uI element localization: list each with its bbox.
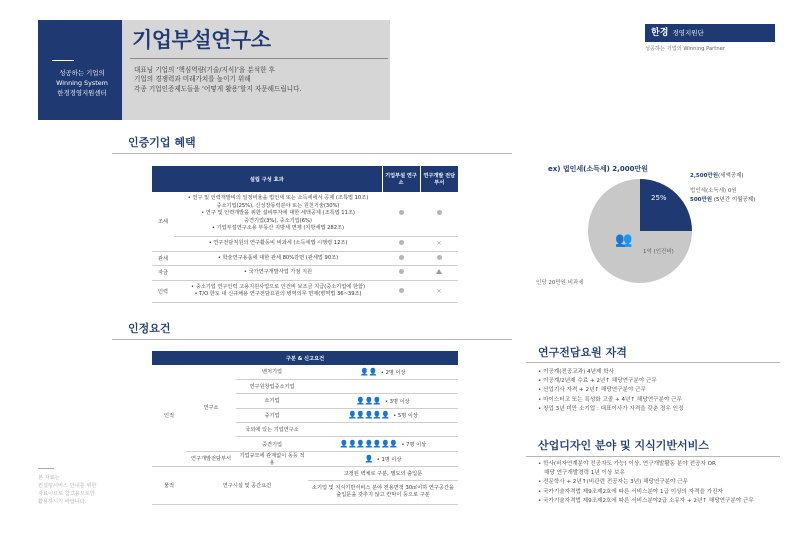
partial-mark	[436, 269, 442, 274]
nav-line: 한경경영지원센터	[57, 89, 107, 97]
row-content	[174, 236, 382, 251]
person-icons: 👤👤	[360, 367, 377, 376]
section-title-design: 산업디자인 분야 및 지식기반서비스	[538, 439, 709, 452]
req-people	[308, 408, 458, 422]
note-line: 활용하시기 바랍니다.	[38, 499, 87, 505]
design-list	[538, 460, 788, 506]
pie-slice-tax	[640, 179, 692, 231]
row-line: • 학술연구용품에 대한 관세 80%감면 (관세법 90조)	[217, 254, 339, 261]
list-item: • 창업 3년 미만 소기업 : 대표이사가 자격을 갖춘 경우 인정	[538, 405, 684, 412]
col-header: 설립 구성 효과	[152, 166, 382, 192]
note-line: 본 자료는	[38, 475, 60, 481]
person-icons: 👤	[364, 454, 373, 463]
req-type: 중기업	[236, 408, 308, 422]
req-type: 중견기업	[236, 437, 308, 451]
req-type: 국외에 있는 기업연구소	[236, 423, 308, 437]
list-item: • 이공계/2년제 수료 + 2년↑ 해당연구분야 근무	[538, 378, 657, 385]
row-content	[174, 280, 382, 302]
nav-line: 성공하는 기업의	[59, 69, 105, 77]
table-row	[152, 451, 458, 466]
intro-line: 기업의 경쟁력과 미래가치를 높이기 위해	[134, 75, 251, 84]
section-divider	[112, 339, 512, 340]
req-category: 인적	[152, 365, 186, 466]
req-type: 벤처기업	[236, 365, 308, 379]
table-row	[152, 251, 458, 266]
brand-name: 한경	[651, 28, 669, 38]
section-title-researcher: 연구전담요원 자격	[538, 346, 627, 359]
legend-note: (세액공제)	[718, 173, 744, 179]
brand-tagline: 성공하는 기업의 Winning Partner	[645, 46, 725, 52]
nav-divider	[52, 60, 74, 61]
benefits-table	[152, 166, 458, 303]
pie-people-label: 1억 (인건비)	[643, 249, 674, 255]
req-header: 구분 & 신고요건	[152, 351, 458, 365]
row-line: • T/O 한도 내 신규채용 연구전담요원의 병역의무 면제(병역법 36~39조)	[194, 291, 362, 298]
available-mark	[399, 288, 404, 293]
row-mark-cell	[420, 236, 458, 251]
list-item: • 산업기사 자격 + 2년↑ 해당연구분야 근무	[538, 387, 646, 394]
section-title-requirements: 인정요건	[128, 322, 171, 335]
requirements-table	[152, 351, 458, 505]
req-type: 소기업	[236, 394, 308, 408]
legend-value: 500만원	[690, 197, 713, 203]
req-people	[308, 379, 458, 393]
note-divider	[38, 468, 54, 469]
row-line: 중견기업(3%), 중소기업(6%)	[244, 217, 312, 224]
section-title-benefits: 인증기업 혜택	[128, 136, 196, 149]
available-mark	[437, 255, 442, 260]
col-header: 연구개발 전담부서	[420, 166, 458, 192]
person-icons: 👤👤👤	[356, 396, 381, 405]
req-count: • 3명 이상	[384, 398, 410, 405]
intro-line: 각종 기업인증제도들을 ‘어떻게 활용’할지 자문해드립니다.	[134, 84, 302, 93]
list-item: • 마이스터고 또는 특성화 고졸 + 4년↑ 해당연구분야 근무	[538, 396, 682, 403]
person-icons: 👤👤👤👤👤👤👤	[339, 440, 398, 449]
available-mark	[437, 210, 442, 215]
row-mark-cell	[382, 266, 420, 281]
row-mark-cell	[420, 266, 458, 281]
row-category: 자금	[152, 266, 174, 281]
row-line: • 국가연구개발사업 가점 지원	[243, 269, 313, 276]
req-people	[308, 437, 458, 451]
list-item: • 전문학사 + 2년↑(비관련 전공자는 3년) 해당연구분야 근무	[538, 479, 689, 486]
available-mark	[399, 269, 404, 274]
req-phys: 소기업 및 지식기반서비스 분야 전용면적 30㎡이하 연구공간을 출입문을 갖추지 않고 칸막이 등으로 구분	[308, 480, 458, 504]
legend-value: 법인세(소득세) 0원	[690, 188, 737, 194]
section-divider	[526, 362, 780, 363]
researcher-list	[538, 368, 778, 414]
legend-note: (5년간 이월공제)	[712, 197, 756, 203]
row-content	[174, 266, 382, 281]
note-line: 컨설팅서비스 안내를 위한	[38, 483, 97, 489]
pie-title: ex) 법인세(소득세) 2,000만원	[548, 165, 648, 173]
row-line: • 연구전담직원의 연구활동비 비과세 (소득세법 시행령 12조)	[208, 239, 348, 246]
row-mark-cell	[420, 251, 458, 266]
row-mark-cell	[382, 192, 420, 236]
available-mark	[399, 240, 404, 245]
pie-legend	[690, 172, 755, 205]
legend-value: 2,500만원	[690, 173, 719, 179]
row-mark-cell	[382, 236, 420, 251]
nav-line: Winning System	[56, 79, 108, 87]
brand-logo	[645, 24, 775, 42]
req-count: • 2명 이상	[380, 369, 406, 376]
section-divider	[112, 153, 512, 154]
brand-unit: 경영지원단	[672, 29, 704, 37]
req-type: 연구원창업중소기업	[236, 379, 308, 393]
section-divider	[526, 456, 780, 457]
req-people	[308, 451, 458, 466]
row-line: • 기업부설연구소용 부동산 지방세 면제 (지방세법 282조)	[211, 225, 345, 232]
row-category: 인력	[152, 280, 174, 302]
row-line: 중소기업(25%), 신성장동력분야 또는 원천기술(30%)	[216, 202, 340, 209]
req-people	[308, 394, 458, 408]
table-row	[152, 280, 458, 302]
nav-block	[38, 20, 122, 120]
req-count: • 5명 이상	[393, 413, 418, 420]
title-divider	[130, 58, 388, 59]
person-icons: 👤👤👤👤👤	[348, 411, 390, 420]
row-mark-cell	[382, 280, 420, 302]
unavailable-mark: ✕	[436, 287, 442, 295]
table-row	[152, 266, 458, 281]
table-row	[152, 236, 458, 251]
intro-line: 대표님 기업의 ‘핵심역량(기술/지식)’을 분석한 후	[134, 66, 275, 74]
req-people	[308, 423, 458, 437]
note-line: 자료이므로 참고용으로만	[38, 491, 95, 497]
list-item: • 국가기술자격법 제9조제2호에 따른 서비스분야 1급 이상의 자격을 가진자	[538, 488, 723, 495]
row-line: • 연구 및 인력개발을 위한 설비투자에 대한 세액공제 (조특법 11조)	[201, 210, 355, 217]
row-mark-cell	[420, 192, 458, 236]
list-item: • 국가기술자격법 제9조제2호에 따른 서비스분야2급 소유자 + 2년↑ 해당연구분야 근무	[538, 497, 754, 504]
nav-text	[46, 68, 118, 98]
pie-left-label: 인당 20만원 비과세	[536, 280, 584, 286]
disclaimer-note	[38, 474, 118, 506]
req-people	[308, 365, 458, 379]
people-icon: 👥	[615, 232, 633, 248]
intro-text	[134, 66, 384, 94]
available-mark	[399, 210, 404, 215]
table-row	[152, 466, 458, 480]
req-sub: 연구개발전담부서	[186, 451, 236, 466]
row-mark-cell	[382, 251, 420, 266]
row-category: 조세	[152, 192, 174, 251]
pie-pct-label: 25%	[651, 194, 667, 202]
available-mark	[399, 255, 404, 260]
req-sub: 연구시설 및 공간요건	[186, 466, 308, 504]
list-item: • 이공계(전공교과) 4년제 학사	[538, 369, 614, 375]
table-row	[152, 365, 458, 379]
table-row	[152, 192, 458, 236]
list-item: 해당 연구개발경력 1년 이상 보유	[544, 470, 625, 477]
row-category: 관세	[152, 251, 174, 266]
row-content	[174, 251, 382, 266]
list-item: • 학사(비자연계분야 전공자도 가능) 이상, 연구개발활동 분야 전공자 OR	[538, 461, 716, 467]
header-band	[122, 20, 390, 120]
page-title: 기업부설연구소	[132, 28, 271, 52]
col-header: 기업부설 연구소	[382, 166, 420, 192]
row-line: • 중소기업 연구인력 고용지원사업으로 인건비 보조금 지급(중소기업에 한함)	[191, 283, 365, 290]
row-line: • 연구 및 인력개발비의 일정비율을 법인세 또는 소득세에서 공제 (조특법 10조)	[187, 195, 369, 201]
row-content	[174, 192, 382, 236]
req-sub: 연구소	[186, 365, 236, 451]
req-type: 기업규모에 관계없이 동등 적용	[236, 451, 308, 466]
unavailable-mark: ✕	[436, 240, 442, 248]
req-count: • 7명 이상	[401, 442, 427, 449]
req-category: 물적	[152, 466, 186, 504]
pie-chart	[585, 176, 695, 286]
req-phys: 고정된 벽체로 구분, 별도의 출입문	[308, 466, 458, 480]
row-mark-cell	[420, 280, 458, 302]
req-count: • 1명 이상	[376, 456, 402, 463]
